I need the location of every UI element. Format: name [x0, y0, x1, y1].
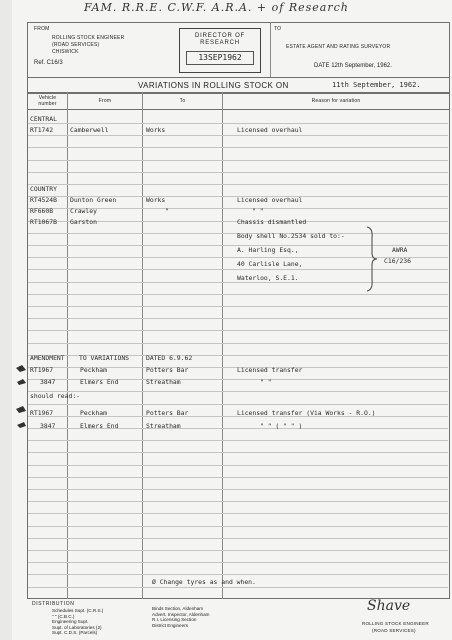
- vehicle-number: RT1067B: [30, 218, 57, 226]
- ruled-line: [28, 440, 448, 441]
- side-note: AWRA: [392, 246, 408, 254]
- ruled-line: [28, 587, 448, 588]
- document-page: [12, 0, 452, 640]
- document-title: VARIATIONS IN ROLLING STOCK ON: [138, 81, 289, 90]
- to-garage: Works: [146, 196, 166, 204]
- stamp-line-2: RESEARCH: [200, 40, 240, 46]
- vehicle-number: RT4524B: [30, 196, 57, 204]
- distribution-list-2: [152, 606, 209, 628]
- amendment-heading: TO VARIATIONS: [79, 354, 130, 362]
- ruled-line: [28, 306, 448, 307]
- ruled-line: [28, 123, 448, 124]
- distribution-entry: Supt. of Laboratories (2): [52, 624, 102, 630]
- stamp-line-1: DIRECTOR OF: [194, 33, 246, 39]
- vehicle-number: RT1967: [30, 409, 54, 417]
- ruled-line: [28, 465, 448, 466]
- from-garage: Elmers End: [80, 422, 119, 430]
- from-garage: Garston: [70, 218, 97, 226]
- signature-caption: (ROAD SERVICES): [372, 628, 416, 633]
- section-heading: CENTRAL: [30, 115, 57, 123]
- reason: " ": [260, 378, 272, 386]
- reference: Ref. C16/3: [34, 60, 63, 66]
- to-recipient: ESTATE AGENT AND RATING SURVEYOR: [286, 44, 391, 50]
- to-garage: Streatham: [146, 378, 181, 386]
- ruled-line: [28, 404, 448, 405]
- header-divider: [270, 22, 271, 78]
- reason: A. Harling Esq.,: [237, 246, 299, 254]
- distribution-entry: Advert. Inspector, Aldenham: [152, 611, 210, 617]
- distribution-label: DISTRIBUTION: [32, 601, 75, 607]
- to-garage: Works: [146, 126, 166, 134]
- distribution-entry: " " (C.B.C.): [52, 613, 75, 619]
- reason: Licensed overhaul: [237, 196, 303, 204]
- ruled-line: [28, 269, 448, 270]
- handwritten-annotation: FAM. R.R.E. C.W.F. A.R.A. + of Research: [84, 1, 349, 14]
- reason: " " ( " " ): [260, 422, 303, 430]
- ruled-line: [28, 513, 448, 514]
- column-rule: [222, 92, 223, 599]
- column-rule: [67, 92, 68, 599]
- to-garage: Potters Bar: [146, 366, 189, 374]
- distribution-entry: R.I. Licensing Section: [152, 617, 197, 622]
- to-garage: Potters Bar: [146, 409, 189, 417]
- title-date: 11th September, 1962.: [332, 81, 421, 89]
- to-garage: ": [165, 207, 169, 215]
- amendment-heading: AMENDMENT: [30, 354, 65, 362]
- column-header-reason: Reason for variation: [311, 98, 361, 104]
- column-header-from: From: [98, 98, 112, 104]
- ruled-line: [28, 160, 448, 161]
- should-read-label: should read:-: [30, 392, 81, 400]
- from-garage: Crawley: [70, 207, 97, 215]
- received-stamp: [179, 28, 261, 73]
- ruled-line: [28, 282, 448, 283]
- margin-tick-marks: [14, 362, 30, 432]
- footnote: Ø Change tyres as and when.: [152, 578, 256, 586]
- from-garage: Dunton Green: [70, 196, 117, 204]
- from-line-2: (ROAD SERVICES): [52, 42, 100, 48]
- ruled-line: [28, 184, 448, 185]
- from-garage: Peckham: [80, 409, 107, 417]
- ruled-line: [28, 562, 448, 563]
- reason: Waterloo, S.E.1.: [237, 274, 299, 282]
- distribution-entry: Supt. C.D.S. (Parcels): [52, 630, 98, 635]
- ruled-line: [28, 452, 448, 453]
- to-garage: Streatham: [146, 422, 181, 430]
- from-garage: Elmers End: [80, 378, 119, 386]
- document-date: DATE 12th September, 1962.: [314, 63, 392, 69]
- vehicle-number: RT1967: [30, 366, 54, 374]
- ruled-line: [28, 391, 448, 392]
- ruled-line: [28, 172, 448, 173]
- ruled-line: [28, 538, 448, 539]
- to-label: TO: [274, 26, 282, 32]
- ruled-line: [28, 489, 448, 490]
- ruled-line: [28, 135, 448, 136]
- table-header-rule: [27, 109, 450, 110]
- side-note: C16/236: [384, 257, 411, 265]
- ruled-line: [28, 318, 448, 319]
- from-garage: Camberwell: [70, 126, 109, 134]
- from-line-1: ROLLING STOCK ENGINEER: [52, 35, 125, 41]
- ruled-line: [28, 574, 448, 575]
- reason: Licensed transfer: [237, 366, 303, 374]
- ruled-line: [28, 343, 448, 344]
- vehicle-number: RF660B: [30, 207, 54, 215]
- ruled-line: [28, 501, 448, 502]
- reason: " ": [252, 207, 264, 215]
- reason: Licensed overhaul: [237, 126, 303, 134]
- distribution-entry: Engineering Supt.: [52, 619, 89, 624]
- amendment-heading: DATED 6.9.62: [146, 354, 193, 362]
- column-header-vehicle: Vehicle number: [38, 95, 57, 107]
- signature-caption: ROLLING STOCK ENGINEER: [362, 621, 429, 626]
- from-line-3: CHISWICK: [52, 49, 79, 55]
- vehicle-number: 3847: [40, 422, 56, 430]
- column-header-to: To: [179, 98, 186, 104]
- variations-table: [27, 92, 450, 599]
- section-heading: COUNTRY: [30, 185, 57, 193]
- signature: Shave: [367, 598, 411, 614]
- reason: 40 Carlisle Lane,: [237, 260, 303, 268]
- from-label: FROM: [34, 26, 50, 32]
- vehicle-number: 3847: [40, 378, 56, 386]
- stamp-date: 13SEP1962: [186, 51, 254, 65]
- distribution-entry: Binds Section, Aldenham: [152, 606, 204, 611]
- ruled-line: [28, 526, 448, 527]
- distribution-entry: District Engineers: [152, 622, 188, 628]
- distribution-list-1: [52, 608, 103, 636]
- distribution-entry: Schedules Supt. (C.R.S.): [52, 608, 104, 613]
- ruled-line: [28, 294, 448, 295]
- column-rule: [142, 92, 143, 599]
- ruled-line: [28, 477, 448, 478]
- ruled-line: [28, 330, 448, 331]
- vehicle-number: RT1742: [30, 126, 54, 134]
- curly-brace: [364, 226, 378, 292]
- ruled-line: [28, 147, 448, 148]
- from-garage: Peckham: [80, 366, 107, 374]
- reason: Licensed transfer (Via Works - R.O.): [237, 409, 376, 417]
- reason: Body shell No.2534 sold to:-: [237, 232, 345, 240]
- ruled-line: [28, 550, 448, 551]
- reason: Chassis dismantled: [237, 218, 307, 226]
